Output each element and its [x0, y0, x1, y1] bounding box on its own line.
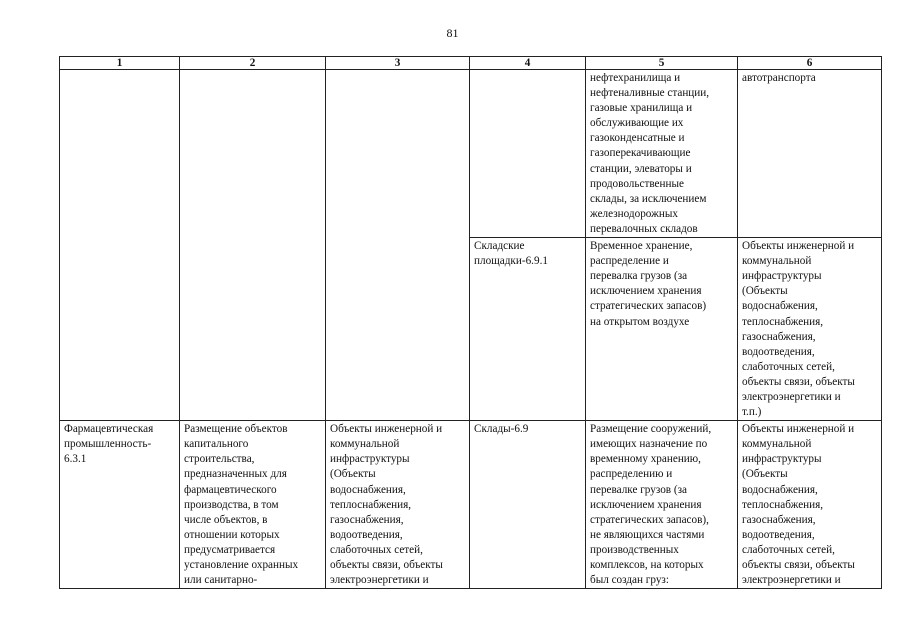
page-number: 81 — [446, 26, 459, 40]
table-cell-description: Размещение объектов капитального строительства, предназначенных для фармацевтического производства, в том числе объектов, в отношении которых предусматривается установление охранных или санитарно- — [180, 421, 326, 589]
table-cell-conditional-description: нефтехранилища и нефтеналивные станции, газовые хранилища и обслуживающие их газоконденсатные и газоперекачивающие станции, элеваторы и продовольственные склады, за исключением железнодорожных перевалочных складов — [586, 70, 738, 238]
table-row — [60, 421, 882, 589]
table-cell-basic-use-continued — [60, 70, 180, 421]
table-row — [60, 70, 882, 238]
table-cell-conditional-use: Склады-6.9 — [470, 421, 586, 589]
table-cell-basic-use: Фармацевтическая промышленность- 6.3.1 — [60, 421, 180, 589]
table-cell-conditional-use — [470, 70, 586, 238]
table-cell-auxiliary: Объекты инженерной и коммунальной инфраструктуры (Объекты водоснабжения, теплоснабжения, газоснабжения, водоотведения, слаботочных сетей, объекты связи, объекты электроэнергетики и — [326, 421, 470, 589]
column-header-5: 5 — [586, 57, 738, 70]
table-header-row — [60, 57, 882, 70]
table-cell-conditional-auxiliary: Объекты инженерной и коммунальной инфраструктуры (Объекты водоснабжения, теплоснабжения, газоснабжения, водоотведения, слаботочных сетей, объекты связи, объекты электроэнергетики и — [738, 421, 882, 589]
column-header-4: 4 — [470, 57, 586, 70]
table-cell-description-continued — [180, 70, 326, 421]
column-header-6: 6 — [738, 57, 882, 70]
table-cell-conditional-use: Складские площадки-6.9.1 — [470, 238, 586, 421]
table-cell-auxiliary-continued — [326, 70, 470, 421]
column-header-2: 2 — [180, 57, 326, 70]
table-cell-conditional-auxiliary: автотранспорта — [738, 70, 882, 238]
column-header-1: 1 — [60, 57, 180, 70]
table-cell-conditional-description: Размещение сооружений, имеющих назначение по временному хранению, распределению и перевалке грузов (за исключением хранения стратегических запасов), не являющихся частями производственных комплексов, на которых был создан груз: — [586, 421, 738, 589]
zoning-table — [59, 56, 882, 589]
column-header-3: 3 — [326, 57, 470, 70]
table-cell-conditional-auxiliary: Объекты инженерной и коммунальной инфраструктуры (Объекты водоснабжения, теплоснабжения, газоснабжения, водоотведения, слаботочных сетей, объекты связи, объекты электроэнергетики и т.п.) — [738, 238, 882, 421]
table-cell-conditional-description: Временное хранение, распределение и перевалка грузов (за исключением хранения стратегических запасов) на открытом воздухе — [586, 238, 738, 421]
